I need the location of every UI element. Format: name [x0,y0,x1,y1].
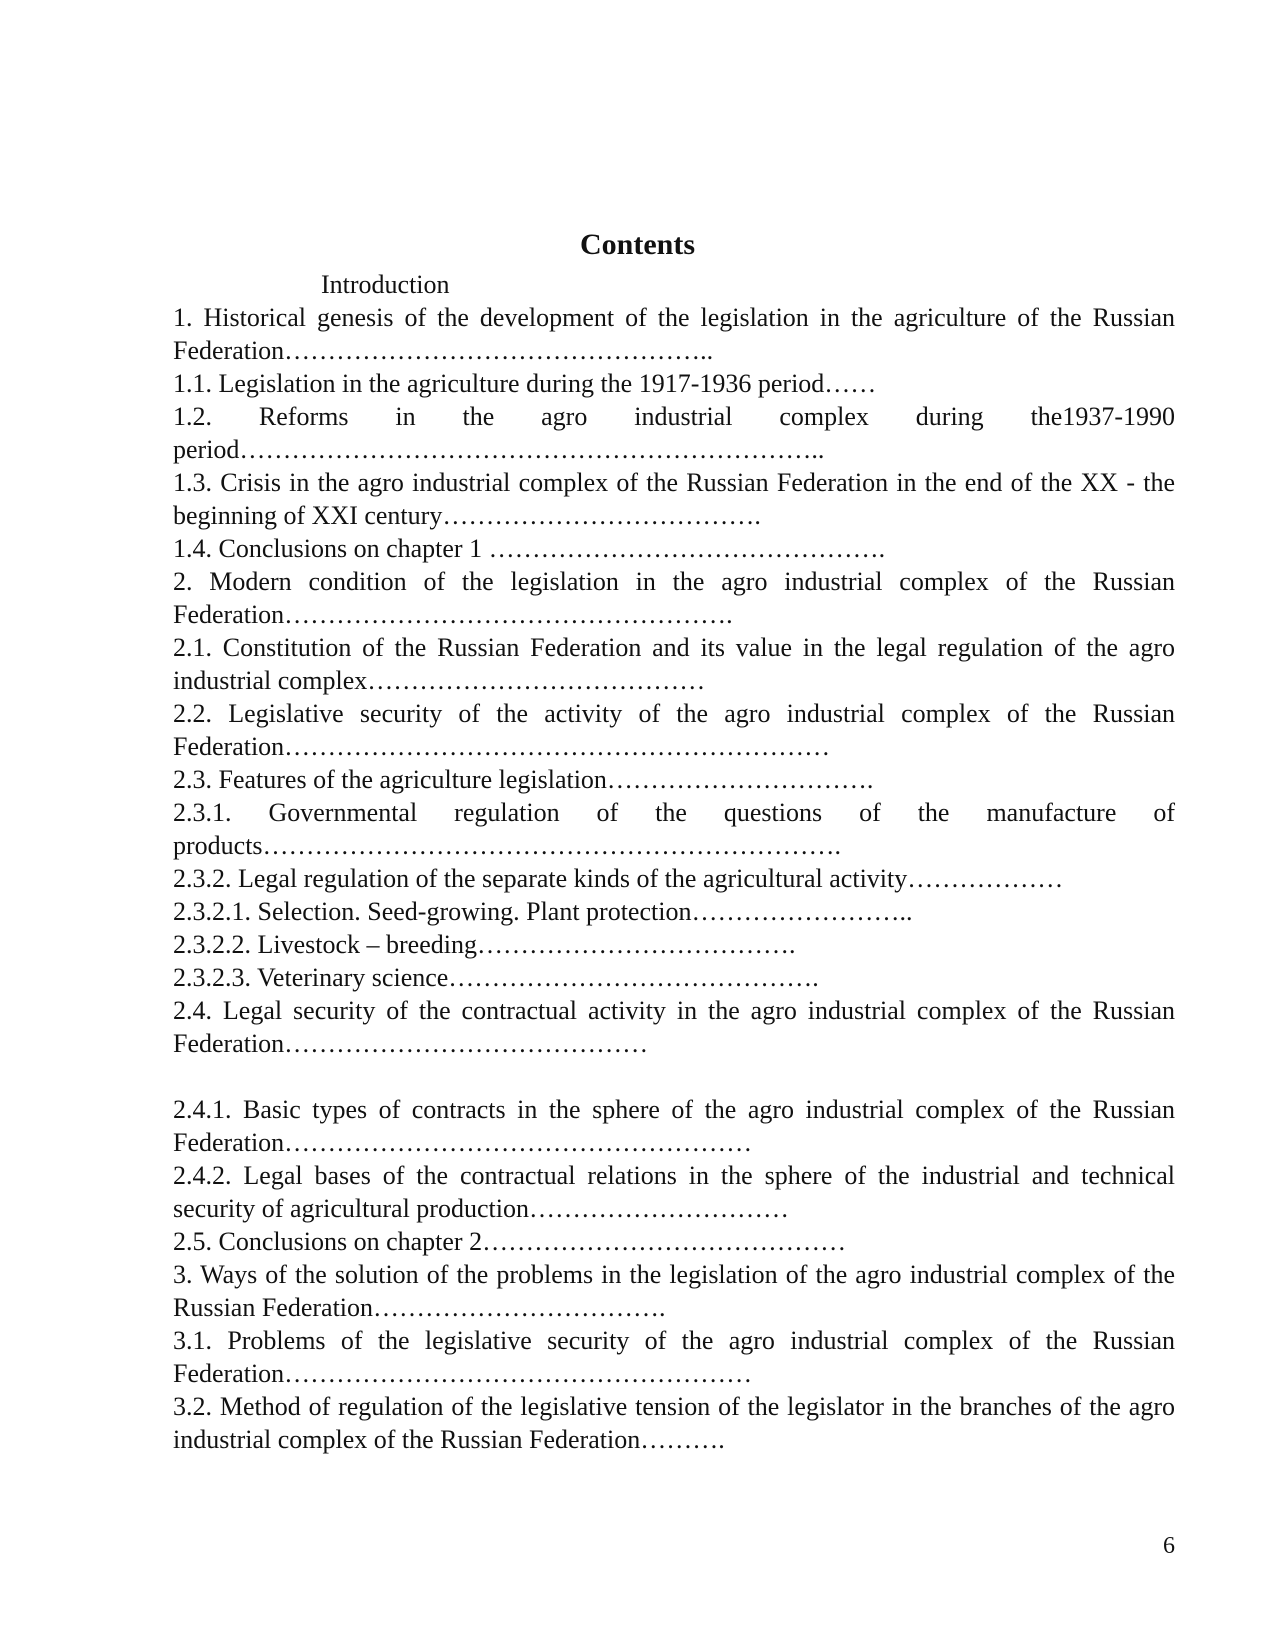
toc-entry-2-2: 2.2. Legislative security of the activity of the agro industrial complex of the Russian Federation……………………………………………………… [173,699,1175,761]
toc-entry-2-3-2-1: 2.3.2.1. Selection. Seed-growing. Plant protection…………………….. [173,897,913,926]
toc-entry-2-4-1: 2.4.1. Basic types of contracts in the sphere of the agro industrial complex of the Russian Federation……………………………………………… [173,1095,1175,1157]
toc-entry-2-3-2-2: 2.3.2.2. Livestock – breeding………………………………. [173,930,796,959]
toc-entry-1-3: 1.3. Crisis in the agro industrial complex of the Russian Federation in the end of the XX - the beginning of XXI century………………………………. [173,468,1175,530]
toc-entry-2-3-1: 2.3.1. Governmental regulation of the questions of the manufacture of products…………………………………………………………. [173,798,1175,860]
toc-entry-2-4-2: 2.4.2. Legal bases of the contractual relations in the sphere of the industrial and technical security of agricultural production………………………… [173,1161,1175,1223]
toc-entry-1-2: 1.2. Reforms in the agro industrial complex during the1937-1990 period………………………………………………………….. [173,402,1175,464]
toc-entry-3-1: 3.1. Problems of the legislative security of the agro industrial complex of the Russian Federation……………………………………………… [173,1326,1175,1388]
table-of-contents [173,268,1175,1456]
toc-entry-2-1: 2.1. Constitution of the Russian Federation and its value in the legal regulation of the agro industrial complex………………………………… [173,633,1175,695]
toc-entry-2: 2. Modern condition of the legislation in the agro industrial complex of the Russian Federation……………………………………………. [173,567,1175,629]
toc-entry-3: 3. Ways of the solution of the problems in the legislation of the agro industrial complex of the Russian Federation……………………………. [173,1260,1175,1322]
page-number: 6 [1163,1533,1175,1559]
toc-entry-3-2: 3.2. Method of regulation of the legislative tension of the legislator in the branches of the agro industrial complex of the Russian Federation………. [173,1392,1175,1454]
toc-entry-1: 1. Historical genesis of the development of the legislation in the agriculture of the Russian Federation………………………………………….. [173,303,1175,365]
toc-entry-2-4: 2.4. Legal security of the contractual activity in the agro industrial complex of the Russian Federation…………………………………… [173,996,1175,1058]
toc-entry-2-3-2-3: 2.3.2.3. Veterinary science……………………………………. [173,963,819,992]
toc-entry-2-5: 2.5. Conclusions on chapter 2…………………………………… [173,1227,847,1256]
toc-entry-introduction: Introduction [321,270,450,299]
toc-entry-2-3-2: 2.3.2. Legal regulation of the separate kinds of the agricultural activity……………… [173,864,1064,893]
page-title: Contents [579,228,695,261]
toc-entry-1-4: 1.4. Conclusions on chapter 1 ………………………………………. [173,534,886,563]
toc-entry-2-3: 2.3. Features of the agriculture legislation…………………………. [173,765,874,794]
toc-entry-1-1: 1.1. Legislation in the agriculture during the 1917-1936 period…… [173,369,877,398]
